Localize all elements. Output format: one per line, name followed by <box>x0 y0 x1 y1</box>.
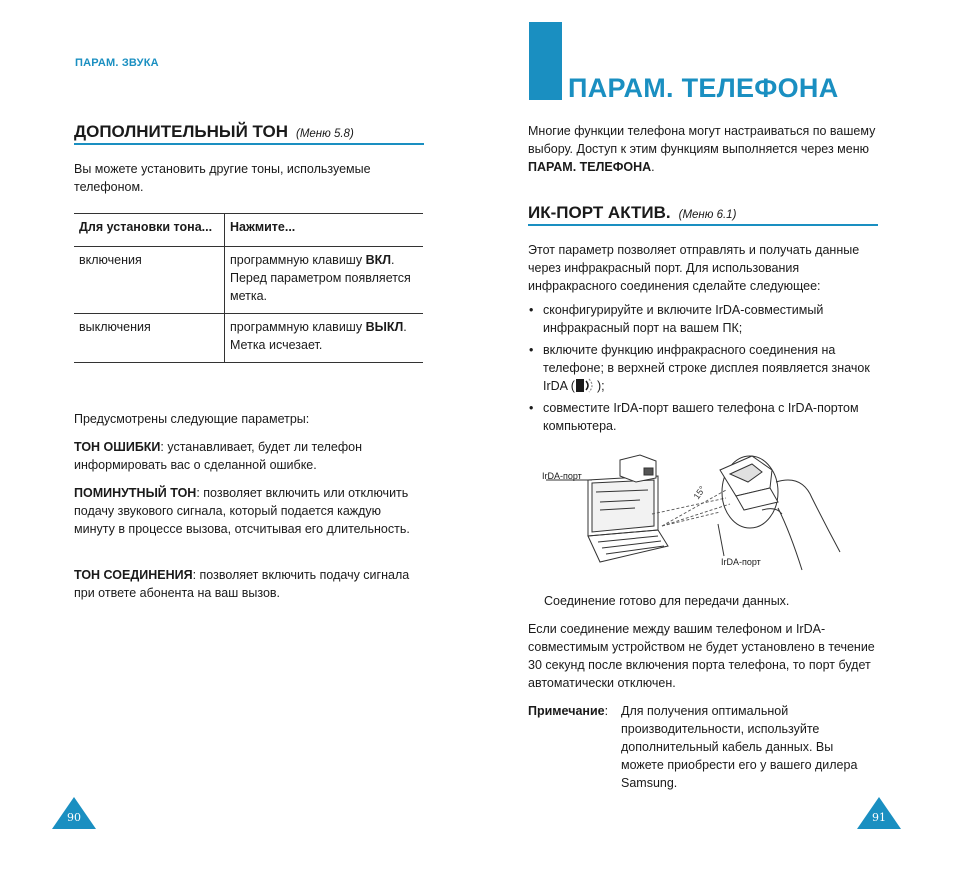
section-title-irda <box>528 203 736 223</box>
section-menu-ref: (Меню 5.8) <box>295 128 354 140</box>
cell-key: ВКЛ <box>365 253 391 267</box>
list-item <box>528 341 880 395</box>
table-cell-action <box>225 314 424 363</box>
irda-port-label-pc: IrDA-порт <box>542 471 582 481</box>
param-connect-tone <box>74 566 424 602</box>
irda-intro: Этот параметр позволяет отправлять и получать данные через инфракрасный порт. Для использования инфракрасного соединения сделайте следующее: <box>528 243 860 293</box>
page-number-left <box>52 797 96 829</box>
cell-text: . Метка исчезает. <box>230 320 407 352</box>
irda-illustration <box>540 452 860 572</box>
tones-table <box>74 213 423 363</box>
irda-port-label-phone: IrDA-порт <box>721 557 761 567</box>
table-row <box>74 247 423 314</box>
page-number-text: 91 <box>872 811 886 824</box>
param-text: : позволяет включить или отключить подачу звукового сигнала, который подается каждую минуту в процессе вызова, отсчитывая его длительность. <box>74 486 410 536</box>
params-intro: Предусмотрены следующие параметры: <box>74 412 310 426</box>
table-cell-option: включения <box>74 247 225 314</box>
param-error-tone <box>74 438 424 474</box>
section-title-text: ДОПОЛНИТЕЛЬНЫЙ ТОН <box>74 122 288 141</box>
param-term: ТОН СОЕДИНЕНИЯ <box>74 568 193 582</box>
param-term: ТОН ОШИБКИ <box>74 440 161 454</box>
cell-text: программную клавишу <box>230 320 366 334</box>
list-item: • сконфигурируйте и включите IrDA-совместимый инфракрасный порт на вашем ПК; <box>528 301 880 337</box>
timeout-text: Если соединение между вашим телефоном и IrDA-совместимым устройством не будет установлено в течение 30 секунд после включения порта телефона, то порт будет автоматически отключен. <box>528 622 875 690</box>
param-minute-tone <box>74 484 424 538</box>
section-title-additional-tone <box>74 122 354 142</box>
right-intro <box>528 122 880 176</box>
list-item-text: ); <box>596 379 605 393</box>
table-cell-action <box>225 247 424 314</box>
intro-text: . <box>651 160 655 174</box>
list-item: • совместите IrDA-порт вашего телефона с IrDA-портом компьютера. <box>528 399 880 435</box>
section-rule <box>74 143 424 145</box>
irda-figure <box>540 452 860 572</box>
note-text: Для получения оптимальной производительности, используйте дополнительный кабель данных. Вы можете приобрести его у вашего дилера Samsung. <box>621 704 858 790</box>
chapter-accent-bar <box>529 22 562 100</box>
section-menu-ref: (Меню 6.1) <box>678 209 737 221</box>
cell-text: программную клавишу <box>230 253 366 267</box>
irda-steps-list <box>528 301 880 439</box>
connection-ready: Соединение готово для передачи данных. <box>544 594 790 608</box>
table-cell-option: выключения <box>74 314 225 363</box>
section-rule <box>528 224 878 226</box>
table-header-col1: Для установки тона... <box>74 214 225 247</box>
page-number-text: 90 <box>67 811 81 824</box>
section-title-text: ИК-ПОРТ АКТИВ. <box>528 203 671 222</box>
note-label: Примечание: <box>528 704 609 718</box>
intro-text: Многие функции телефона могут настраиваться по вашему выбору. Доступ к этим функциям выполняется через меню <box>528 124 876 156</box>
cell-text: . Перед параметром появляется метка. <box>230 253 411 303</box>
table-header-row <box>74 214 423 247</box>
table-header-col2: Нажмите... <box>225 214 424 247</box>
irda-icon <box>575 378 597 393</box>
param-text: : позволяет включить подачу сигнала при ответе абонента на ваш вызов. <box>74 568 410 600</box>
param-term: ПОМИНУТНЫЙ ТОН <box>74 486 197 500</box>
left-intro: Вы можете установить другие тоны, используемые телефоном. <box>74 162 371 194</box>
chapter-title: ПАРАМ. ТЕЛЕФОНА <box>568 73 839 103</box>
angle-label: 15° <box>691 484 708 502</box>
cell-key: ВЫКЛ <box>365 320 404 334</box>
param-text: : устанавливает, будет ли телефон информировать вас о сделанной ошибке. <box>74 440 363 472</box>
table-row <box>74 314 423 363</box>
intro-menu-name: ПАРАМ. ТЕЛЕФОНА <box>528 160 652 174</box>
running-head: ПАРАМ. ЗВУКА <box>75 57 159 69</box>
note-label-text: Примечание <box>528 704 605 718</box>
page-number-right <box>857 797 901 829</box>
list-item-text: включите функцию инфракрасного соединения на телефоне; в верхней строке дисплея появляется значок IrDA ( <box>543 343 870 393</box>
